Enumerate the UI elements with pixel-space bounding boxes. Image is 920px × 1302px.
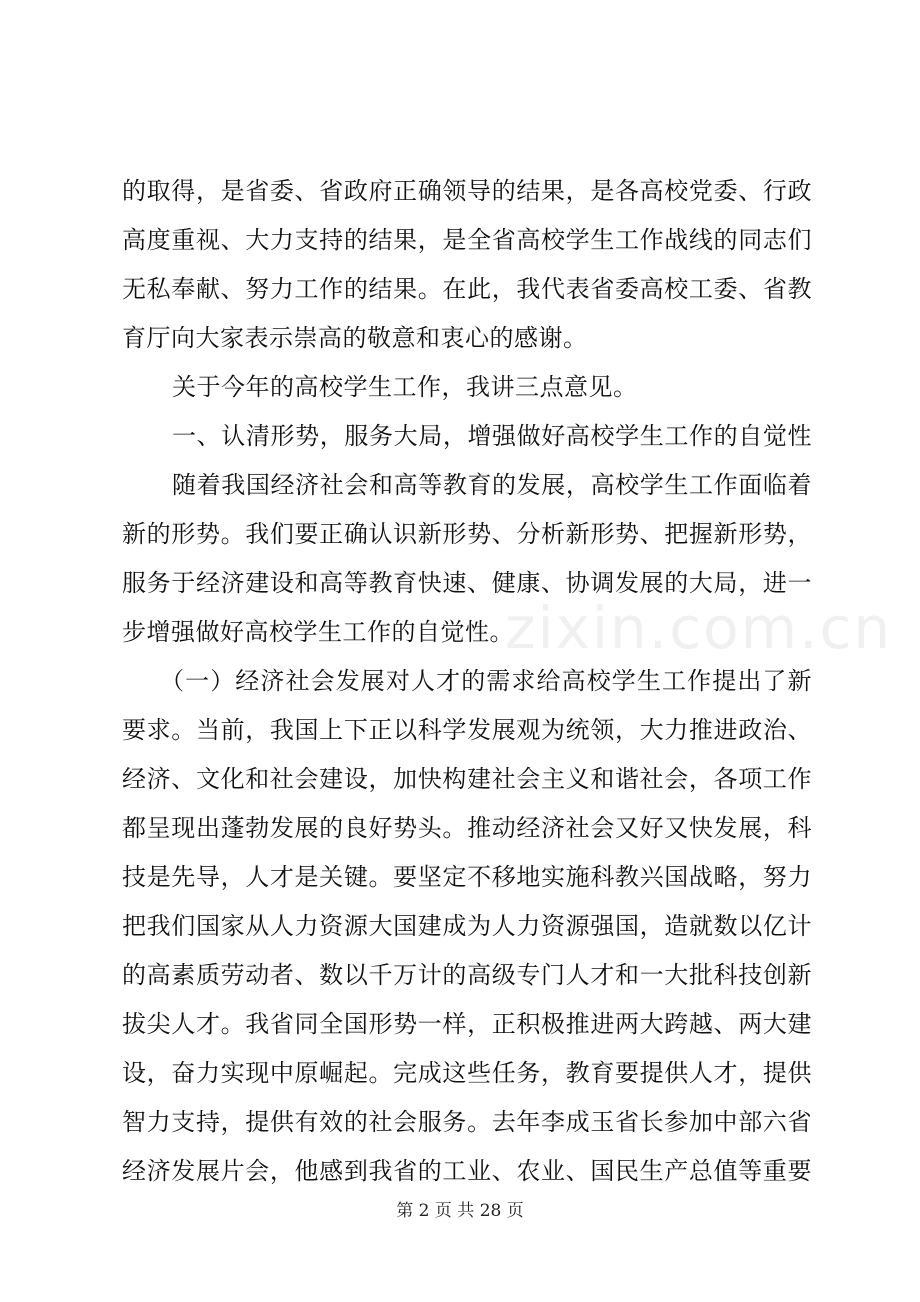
text-line: 经济、文化和社会建设，加快构建社会主义和谐社会，各项工作	[122, 765, 812, 793]
text-line: 设，奋力实现中原崛起。完成这些任务，教育要提供人才，提供	[122, 1059, 812, 1087]
subsection-line: （一）经济社会发展对人才的需求给高校学生工作提出了新	[160, 667, 812, 695]
text-line: 步增强做好高校学生工作的自觉性。	[122, 618, 514, 646]
text-line: 新的形势。我们要正确认识新形势、分析新形势、把握新形势，	[122, 520, 812, 548]
text-line: 的取得，是省委、省政府正确领导的结果，是各高校党委、行政	[122, 177, 812, 205]
text-line: 把我们国家从人力资源大国建成为人力资源强国，造就数以亿计	[122, 912, 812, 940]
text-line: 技是先导，人才是关键。要坚定不移地实施科教兴国战略，努力	[122, 863, 812, 891]
text-line: 经济发展片会，他感到我省的工业、农业、国民生产总值等重要	[122, 1157, 812, 1185]
text-line: 无私奉献、努力工作的结果。在此，我代表省委高校工委、省教	[122, 275, 812, 303]
page-number: 第 2 页 共 28 页	[396, 1201, 524, 1221]
paragraph-line: 随着我国经济社会和高等教育的发展，高校学生工作面临着	[172, 471, 812, 499]
section-heading: 一、认清形势，服务大局，增强做好高校学生工作的自觉性	[172, 422, 812, 450]
text-line: 智力支持，提供有效的社会服务。去年李成玉省长参加中部六省	[122, 1108, 812, 1136]
watermark: zixin.com.cn	[505, 594, 893, 662]
text-line: 都呈现出蓬勃发展的良好势头。推动经济社会又好又快发展，科	[122, 814, 812, 842]
text-line: 育厅向大家表示崇高的敬意和衷心的感谢。	[122, 324, 588, 352]
text-line: 高度重视、大力支持的结果，是全省高校学生工作战线的同志们	[122, 226, 812, 254]
paragraph-line: 关于今年的高校学生工作，我讲三点意见。	[172, 373, 638, 401]
text-line: 拔尖人才。我省同全国形势一样，正积极推进两大跨越、两大建	[122, 1010, 812, 1038]
page-footer	[0, 1200, 920, 1222]
text-line: 的高素质劳动者、数以千万计的高级专门人才和一大批科技创新	[122, 961, 812, 989]
text-line: 要求。当前，我国上下正以科学发展观为统领，大力推进政治、	[122, 716, 812, 744]
text-line: 服务于经济建设和高等教育快速、健康、协调发展的大局，进一	[122, 569, 812, 597]
